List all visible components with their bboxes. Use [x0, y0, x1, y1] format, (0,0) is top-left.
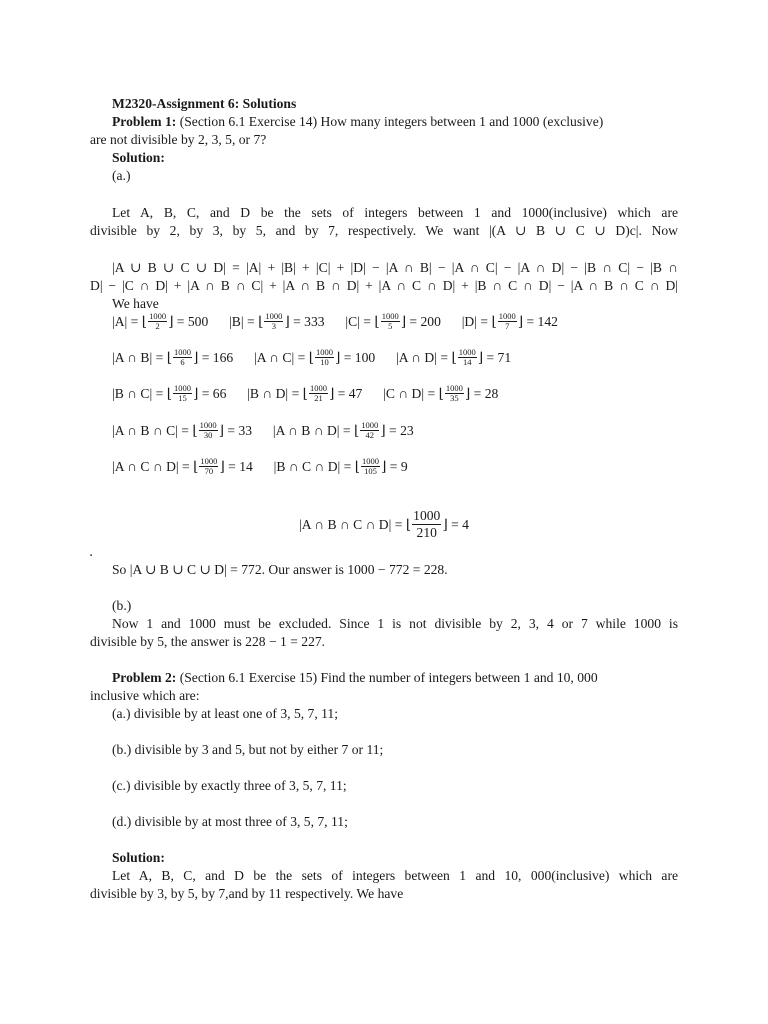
document-title: M2320-Assignment 6: Solutions: [112, 96, 297, 111]
part-b-line-2: divisible by 5, the answer is 228 − 1 = 227.: [90, 634, 326, 649]
count-term: |A ∩ B ∩ C| = ⌊ $\frac{1000}{30}$ ⌋ = 33: [112, 420, 253, 441]
part-a-label: (a.): [112, 168, 131, 183]
sets-definition-line-1: Let A, B, C, and D be the sets of integers between 1 and 1000(inclusive) which are: [112, 205, 678, 220]
problem-2-item-a: (a.) divisible by at least one of 3, 5, 7, 11;: [112, 706, 339, 721]
we-have-text: We have: [112, 296, 159, 311]
problem-2-item-d: (d.) divisible by at most three of 3, 5, 7, 11;: [112, 814, 348, 829]
inclusion-exclusion-line-2: D| − |C ∩ D| + |A ∩ B ∩ C| + |A ∩ B ∩ D| + |A ∩ C ∩ D| + |B ∩ C ∩ D| − |A ∩ B ∩ C ∩ D|: [90, 278, 678, 293]
count-term: |A| = ⌊ $\frac{1000}{2}$ ⌋ = 500: [112, 311, 209, 332]
count-term: |A ∩ C| = ⌊ $\frac{1000}{10}$ ⌋ = 100: [254, 347, 376, 368]
so-result-line: So |A ∪ B ∪ C ∪ D| = 772. Our answer is 1000 − 772 = 228.: [112, 562, 448, 577]
count-term: |A ∩ D| = ⌊ $\frac{1000}{14}$ ⌋ = 71: [396, 347, 512, 368]
count-term: |A ∩ B| = ⌊ $\frac{1000}{6}$ ⌋ = 166: [112, 347, 234, 368]
part-b-line-1: Now 1 and 1000 must be excluded. Since 1 is not divisible by 2, 3, 4 or 7 while 1000 is: [112, 616, 678, 631]
sets-definition-line-2: divisible by 2, by 3, by 5, and by 7, respectively. We want |(A ∪ B ∪ C ∪ D)c|. Now: [90, 223, 678, 238]
count-term: |A ∩ C ∩ D| = ⌊ $\frac{1000}{70}$ ⌋ = 14: [112, 456, 253, 477]
solution-2-label: Solution:: [112, 850, 165, 865]
problem-2-item-c: (c.) divisible by exactly three of 3, 5, 7, 11;: [112, 778, 347, 793]
problem-1-label: Problem 1:: [112, 114, 177, 129]
inclusion-exclusion-line-1: |A ∪ B ∪ C ∪ D| = |A| + |B| + |C| + |D| − |A ∩ B| − |A ∩ C| − |A ∩ D| − |B ∩ C| − |B ∩: [112, 260, 678, 275]
count-term: |B ∩ C| = ⌊ $\frac{1000}{15}$ ⌋ = 66: [112, 383, 227, 404]
count-term: |C| = ⌊ $\frac{1000}{5}$ ⌋ = 200: [345, 311, 441, 332]
display-equation-abcd: |A ∩ B ∩ C ∩ D| = ⌊ $\frac{1000}{210}$ ⌋ = 4: [299, 508, 469, 541]
count-term: |B| = ⌊ $\frac{1000}{3}$ ⌋ = 333: [229, 311, 325, 332]
stray-period: .: [89, 545, 94, 560]
count-term: |B ∩ D| = ⌊ $\frac{1000}{21}$ ⌋ = 47: [247, 383, 363, 404]
problem-2-solution-line-1: Let A, B, C, and D be the sets of integers between 1 and 10, 000(inclusive) which are: [112, 868, 678, 883]
part-b-label: (b.): [112, 598, 132, 613]
problem-2-statement-line-2: inclusive which are:: [90, 688, 200, 703]
count-term: |C ∩ D| = ⌊ $\frac{1000}{35}$ ⌋ = 28: [383, 383, 499, 404]
problem-2-statement-line-1: [112, 669, 678, 687]
counts-row-2: [112, 349, 678, 368]
problem-1-text-1: (Section 6.1 Exercise 14) How many integers between 1 and 1000 (exclusive): [179, 114, 604, 129]
solution-1-label: Solution:: [112, 150, 165, 165]
counts-row-4: [112, 422, 678, 441]
problem-2-label: Problem 2:: [112, 670, 177, 685]
problem-2-text-1: (Section 6.1 Exercise 15) Find the number of integers between 1 and 10, 000: [179, 670, 598, 685]
counts-row-3: [112, 385, 678, 404]
count-term: |D| = ⌊ $\frac{1000}{7}$ ⌋ = 142: [461, 311, 558, 332]
problem-2-solution-line-2: divisible by 3, by 5, by 7,and by 11 respectively. We have: [90, 886, 404, 901]
problem-1-statement-line-2: are not divisible by 2, 3, 5, or 7?: [90, 132, 267, 147]
counts-row-1: [112, 313, 678, 332]
problem-1-statement-line-1: [112, 113, 678, 131]
count-term: |A ∩ B ∩ D| = ⌊ $\frac{1000}{42}$ ⌋ = 23: [272, 420, 414, 441]
count-term: |B ∩ C ∩ D| = ⌊ $\frac{1000}{105}$ ⌋ = 9: [273, 456, 408, 477]
problem-2-item-b: (b.) divisible by 3 and 5, but not by either 7 or 11;: [112, 742, 384, 757]
counts-row-5: [112, 458, 678, 477]
